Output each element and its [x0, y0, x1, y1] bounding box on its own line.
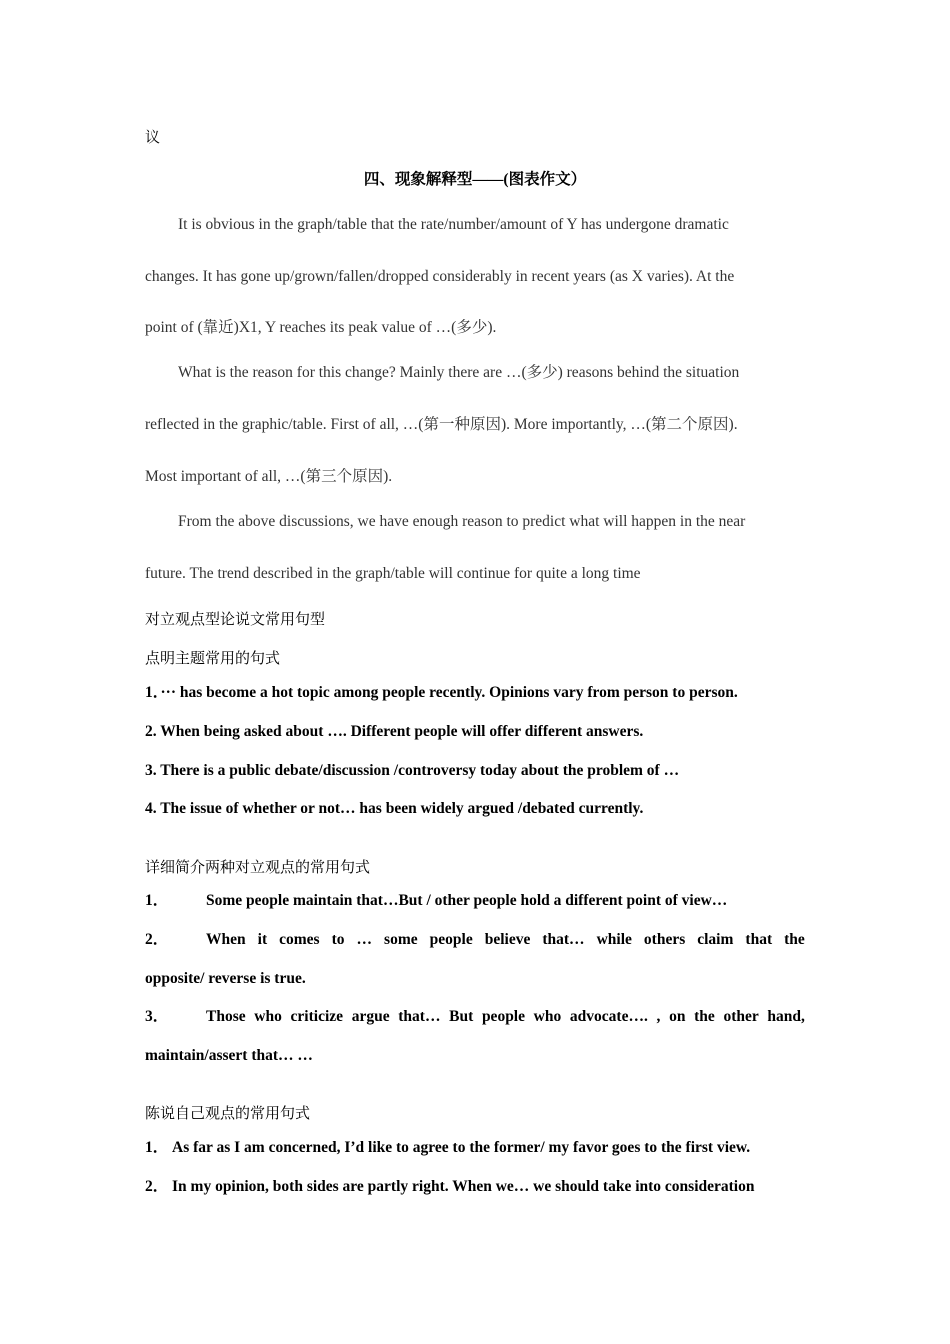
views-item-2-word: while — [596, 931, 632, 948]
views-item-3-word: Those — [206, 1008, 246, 1025]
para1-line1: It is obvious in the graph/table that the rate/number/amount of Y has undergone dramatic — [178, 216, 729, 233]
own-item-1-text: As far as I am concerned, I’d like to agree to the former/ my favor goes to the first view. — [172, 1139, 751, 1156]
para3-line1: From the above discussions, we have enough reason to predict what will happen in the near — [178, 513, 746, 530]
para3-line2: future. The trend described in the graph/table will continue for quite a long time — [145, 565, 641, 582]
topic-item-1: 1．··· has become a hot topic among people recently. Opinions vary from person to person. — [145, 684, 738, 701]
views-item-3-word: people — [481, 1008, 525, 1025]
para1-line3: point of (靠近)X1, Y reaches its peak value of …(多少). — [145, 319, 497, 336]
views-item-2-continuation: opposite/ reverse is true. — [145, 970, 306, 987]
views-item-2-word: the — [784, 931, 805, 948]
views-item-3-word: advocate…. — [569, 1008, 648, 1025]
views-item-3-word: argue — [351, 1008, 390, 1025]
views-item-3-word: who — [533, 1008, 562, 1025]
views-item-2-word: some — [384, 931, 418, 948]
views-item-2-number: 2． — [145, 931, 169, 948]
para1-line2: changes. It has gone up/grown/fallen/dropped considerably in recent years (as X varies). At the — [145, 268, 735, 285]
own-item-1-number: 1． — [145, 1139, 169, 1156]
own-item-2-number: 2． — [145, 1178, 169, 1195]
views-item-3-word: on — [669, 1008, 686, 1025]
heading-topic-patterns: 点明主题常用的句式 — [145, 649, 281, 667]
views-item-3-word: that… — [398, 1008, 441, 1025]
views-item-2-word: believe — [484, 931, 531, 948]
views-item-1-number: 1． — [145, 892, 169, 909]
views-item-3-word: , — [656, 1008, 661, 1025]
views-item-2-word: comes — [279, 931, 320, 948]
heading-two-views: 详细简介两种对立观点的常用句式 — [145, 858, 371, 876]
views-item-1-text: Some people maintain that…But / other people hold a different point of view… — [206, 892, 728, 909]
heading-own-view: 陈说自己观点的常用句式 — [145, 1104, 311, 1122]
views-item-3-word: other — [723, 1008, 759, 1025]
views-item-3-word: the — [694, 1008, 715, 1025]
own-item-2-text: In my opinion, both sides are partly right. When we… we should take into consideration — [172, 1178, 755, 1195]
views-item-2-word: it — [257, 931, 268, 948]
views-item-3-word: who — [254, 1008, 282, 1025]
views-item-2-text — [206, 930, 805, 950]
views-item-2-word: people — [429, 931, 473, 948]
views-item-3-continuation: maintain/assert that… … — [145, 1047, 313, 1064]
topic-item-4: 4. The issue of whether or not… has been widely argued /debated currently. — [145, 800, 644, 817]
para2-line2: reflected in the graphic/table. First of all, …(第一种原因). More importantly, …(第二个原因). — [145, 416, 738, 433]
topic-item-2: 2. When being asked about …. Different people will offer different answers. — [145, 723, 644, 740]
heading-opposing-views: 对立观点型论说文常用句型 — [145, 610, 326, 628]
section-title: 四、现象解释型——(图表作文） — [363, 171, 587, 188]
top-character: 议 — [145, 128, 161, 146]
para2-line3: Most important of all, …(第三个原因). — [145, 468, 393, 485]
views-item-2-word: others — [643, 931, 686, 948]
views-item-2-word: that… — [542, 931, 585, 948]
views-item-3-text — [206, 1007, 805, 1027]
views-item-2-word: When — [206, 931, 246, 948]
views-item-2-word: that — [745, 931, 773, 948]
views-item-2-word: claim — [697, 931, 734, 948]
views-item-3-word: hand, — [767, 1008, 805, 1025]
views-item-3-word: But — [449, 1008, 474, 1025]
views-item-2-word: to — [331, 931, 345, 948]
views-item-2-word: … — [356, 931, 373, 948]
views-item-3-number: 3． — [145, 1008, 169, 1025]
views-item-3-word: criticize — [290, 1008, 344, 1025]
topic-item-3: 3. There is a public debate/discussion /controversy today about the problem of … — [145, 762, 680, 779]
para2-line1: What is the reason for this change? Mainly there are …(多少) reasons behind the situation — [178, 364, 740, 381]
